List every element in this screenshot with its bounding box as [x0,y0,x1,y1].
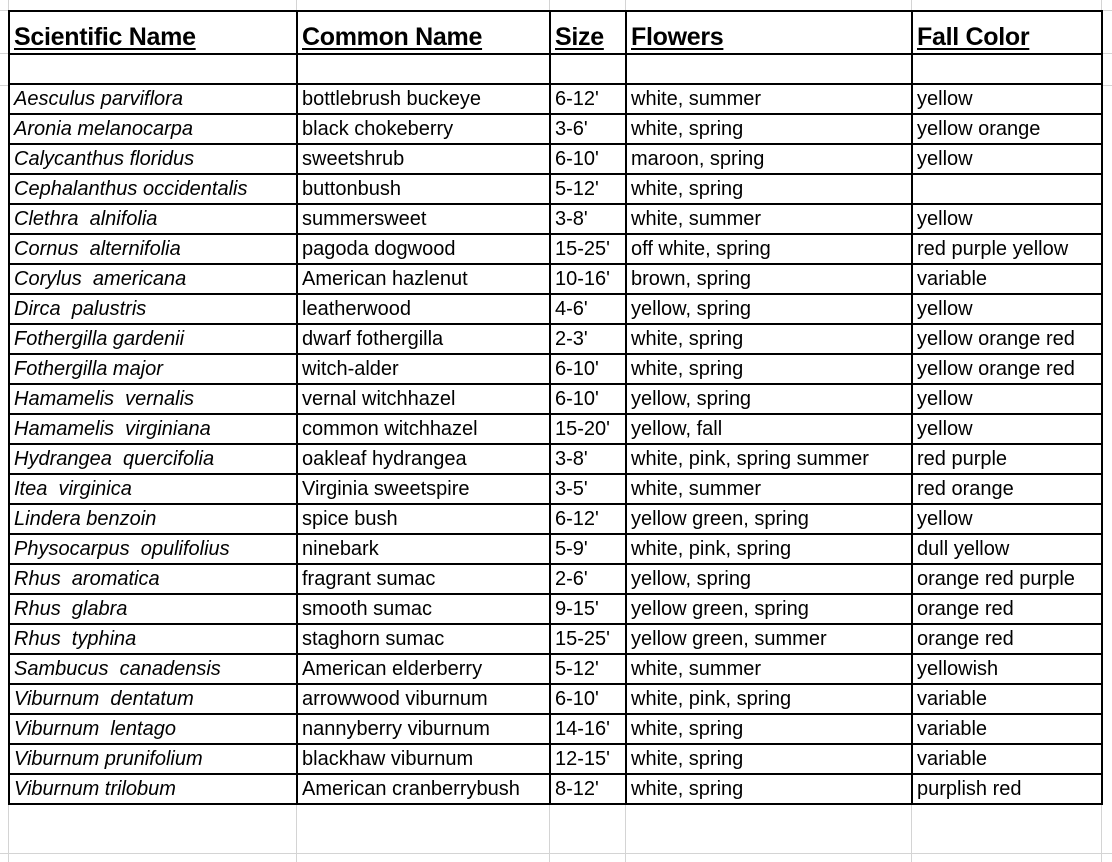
scientific-name-cell[interactable]: Cephalanthus occidentalis [9,174,297,204]
table-row [9,174,1102,204]
fall-color-cell[interactable]: orange red purple [912,564,1102,594]
table-row [9,234,1102,264]
common-name-cell[interactable]: nannyberry viburnum [297,714,550,744]
common-name-cell[interactable]: smooth sumac [297,594,550,624]
size-cell[interactable]: 6-10' [550,384,626,414]
flowers-cell[interactable]: yellow green, summer [626,624,912,654]
common-name-cell[interactable]: ninebark [297,534,550,564]
fall-color-cell[interactable]: yellow orange red [912,354,1102,384]
header-row [9,11,1102,54]
table-row [9,624,1102,654]
scientific-name-cell[interactable]: Hydrangea quercifolia [9,444,297,474]
common-name-cell[interactable]: fragrant sumac [297,564,550,594]
scientific-name-cell[interactable]: Rhus aromatica [9,564,297,594]
scientific-name-cell[interactable]: Hamamelis virginiana [9,414,297,444]
size-cell[interactable]: 15-25' [550,234,626,264]
blank-cell[interactable] [550,54,626,84]
table-row [9,474,1102,504]
fall-color-cell[interactable]: yellow [912,294,1102,324]
flowers-cell[interactable]: white, spring [626,174,912,204]
common-name-cell[interactable]: witch-alder [297,354,550,384]
fall-color-cell[interactable]: variable [912,264,1102,294]
table-row [9,324,1102,354]
scientific-name-cell[interactable]: Aronia melanocarpa [9,114,297,144]
size-cell[interactable]: 5-9' [550,534,626,564]
table-row [9,204,1102,234]
size-cell[interactable]: 12-15' [550,744,626,774]
flowers-cell[interactable]: white, spring [626,114,912,144]
fall-color-cell[interactable] [912,174,1102,204]
flowers-cell[interactable]: yellow, spring [626,384,912,414]
fall-color-cell[interactable]: yellow [912,204,1102,234]
size-cell[interactable]: 8-12' [550,774,626,804]
table-row [9,744,1102,774]
table-row [9,384,1102,414]
scientific-name-cell[interactable]: Viburnum trilobum [9,774,297,804]
fall-color-cell[interactable]: yellowish [912,654,1102,684]
fall-color-cell[interactable]: yellow [912,414,1102,444]
common-name-cell[interactable]: vernal witchhazel [297,384,550,414]
size-cell[interactable]: 2-6' [550,564,626,594]
header-size[interactable]: Size [550,11,626,54]
common-name-cell[interactable]: arrowwood viburnum [297,684,550,714]
fall-color-cell[interactable]: yellow [912,84,1102,114]
fall-color-cell[interactable]: purplish red [912,774,1102,804]
fall-color-cell[interactable]: dull yellow [912,534,1102,564]
flowers-cell[interactable]: brown, spring [626,264,912,294]
table-row [9,534,1102,564]
table-row [9,264,1102,294]
fall-color-cell[interactable]: orange red [912,624,1102,654]
flowers-cell[interactable]: off white, spring [626,234,912,264]
size-cell[interactable]: 15-20' [550,414,626,444]
fall-color-cell[interactable]: yellow orange red [912,324,1102,354]
fall-color-cell[interactable]: yellow [912,144,1102,174]
size-cell[interactable]: 3-6' [550,114,626,144]
common-name-cell[interactable]: bottlebrush buckeye [297,84,550,114]
fall-color-cell[interactable]: variable [912,684,1102,714]
flowers-cell[interactable]: white, summer [626,204,912,234]
table-row [9,504,1102,534]
size-cell[interactable]: 4-6' [550,294,626,324]
common-name-cell[interactable]: Virginia sweetspire [297,474,550,504]
flowers-cell[interactable]: white, pink, spring summer [626,444,912,474]
table-row [9,414,1102,444]
size-cell[interactable]: 6-10' [550,144,626,174]
fall-color-cell[interactable]: yellow [912,384,1102,414]
scientific-name-cell[interactable]: Cornus alternifolia [9,234,297,264]
common-name-cell[interactable]: black chokeberry [297,114,550,144]
size-cell[interactable]: 6-10' [550,354,626,384]
flowers-cell[interactable]: yellow green, spring [626,594,912,624]
scientific-name-cell[interactable]: Clethra alnifolia [9,204,297,234]
flowers-cell[interactable]: white, summer [626,654,912,684]
scientific-name-cell[interactable]: Viburnum lentago [9,714,297,744]
table-row [9,564,1102,594]
size-cell[interactable]: 9-15' [550,594,626,624]
common-name-cell[interactable]: blackhaw viburnum [297,744,550,774]
scientific-name-cell[interactable]: Fothergilla gardenii [9,324,297,354]
shrub-table [8,10,1103,805]
size-cell[interactable]: 15-25' [550,624,626,654]
scientific-name-cell[interactable]: Sambucus canadensis [9,654,297,684]
scientific-name-cell[interactable]: Dirca palustris [9,294,297,324]
size-cell[interactable]: 6-12' [550,504,626,534]
size-cell[interactable]: 3-8' [550,204,626,234]
table-row [9,654,1102,684]
scientific-name-cell[interactable]: Viburnum prunifolium [9,744,297,774]
scientific-name-cell[interactable]: Aesculus parviflora [9,84,297,114]
blank-cell[interactable] [9,54,297,84]
common-name-cell[interactable]: staghorn sumac [297,624,550,654]
header-fall-color[interactable]: Fall Color [912,11,1102,54]
flowers-cell[interactable]: yellow, fall [626,414,912,444]
scientific-name-cell[interactable]: Rhus glabra [9,594,297,624]
size-cell[interactable]: 14-16' [550,714,626,744]
common-name-cell[interactable]: summersweet [297,204,550,234]
table-row [9,684,1102,714]
scientific-name-cell[interactable]: Hamamelis vernalis [9,384,297,414]
flowers-cell[interactable]: white, pink, spring [626,684,912,714]
scientific-name-cell[interactable]: Corylus americana [9,264,297,294]
table-row [9,84,1102,114]
size-cell[interactable]: 5-12' [550,654,626,684]
size-cell[interactable]: 2-3' [550,324,626,354]
blank-cell[interactable] [626,54,912,84]
common-name-cell[interactable]: sweetshrub [297,144,550,174]
flowers-cell[interactable]: white, pink, spring [626,534,912,564]
flowers-cell[interactable]: yellow, spring [626,294,912,324]
scientific-name-cell[interactable]: Fothergilla major [9,354,297,384]
blank-row [9,54,1102,84]
table-row [9,114,1102,144]
common-name-cell[interactable]: buttonbush [297,174,550,204]
common-name-cell[interactable]: leatherwood [297,294,550,324]
header-common-name[interactable]: Common Name [297,11,550,54]
header-flowers[interactable]: Flowers [626,11,912,54]
common-name-cell[interactable]: pagoda dogwood [297,234,550,264]
flowers-cell[interactable]: white, spring [626,354,912,384]
table-row [9,144,1102,174]
scientific-name-cell[interactable]: Calycanthus floridus [9,144,297,174]
common-name-cell[interactable]: American hazlenut [297,264,550,294]
common-name-cell[interactable]: spice bush [297,504,550,534]
flowers-cell[interactable]: white, spring [626,774,912,804]
fall-color-cell[interactable]: yellow [912,504,1102,534]
flowers-cell[interactable]: white, spring [626,744,912,774]
scientific-name-cell[interactable]: Viburnum dentatum [9,684,297,714]
table-row [9,294,1102,324]
scientific-name-cell[interactable]: Physocarpus opulifolius [9,534,297,564]
header-scientific-name[interactable]: Scientific Name [9,11,297,54]
flowers-cell[interactable]: white, summer [626,84,912,114]
blank-cell[interactable] [912,54,1102,84]
table-row [9,354,1102,384]
scientific-name-cell[interactable]: Lindera benzoin [9,504,297,534]
flowers-cell[interactable]: yellow green, spring [626,504,912,534]
size-cell[interactable]: 6-10' [550,684,626,714]
table-row [9,444,1102,474]
fall-color-cell[interactable]: red orange [912,474,1102,504]
fall-color-cell[interactable]: variable [912,714,1102,744]
size-cell[interactable]: 5-12' [550,174,626,204]
fall-color-cell[interactable]: red purple yellow [912,234,1102,264]
flowers-cell[interactable]: maroon, spring [626,144,912,174]
fall-color-cell[interactable]: variable [912,744,1102,774]
blank-cell[interactable] [297,54,550,84]
size-cell[interactable]: 3-5' [550,474,626,504]
flowers-cell[interactable]: yellow, spring [626,564,912,594]
common-name-cell[interactable]: common witchhazel [297,414,550,444]
table-row [9,594,1102,624]
flowers-cell[interactable]: white, summer [626,474,912,504]
common-name-cell[interactable]: oakleaf hydrangea [297,444,550,474]
common-name-cell[interactable]: American elderberry [297,654,550,684]
scientific-name-cell[interactable]: Rhus typhina [9,624,297,654]
common-name-cell[interactable]: American cranberrybush [297,774,550,804]
flowers-cell[interactable]: white, spring [626,324,912,354]
flowers-cell[interactable]: white, spring [626,714,912,744]
fall-color-cell[interactable]: red purple [912,444,1102,474]
scientific-name-cell[interactable]: Itea virginica [9,474,297,504]
size-cell[interactable]: 6-12' [550,84,626,114]
table-row [9,714,1102,744]
fall-color-cell[interactable]: orange red [912,594,1102,624]
table-row [9,774,1102,804]
size-cell[interactable]: 10-16' [550,264,626,294]
size-cell[interactable]: 3-8' [550,444,626,474]
common-name-cell[interactable]: dwarf fothergilla [297,324,550,354]
fall-color-cell[interactable]: yellow orange [912,114,1102,144]
